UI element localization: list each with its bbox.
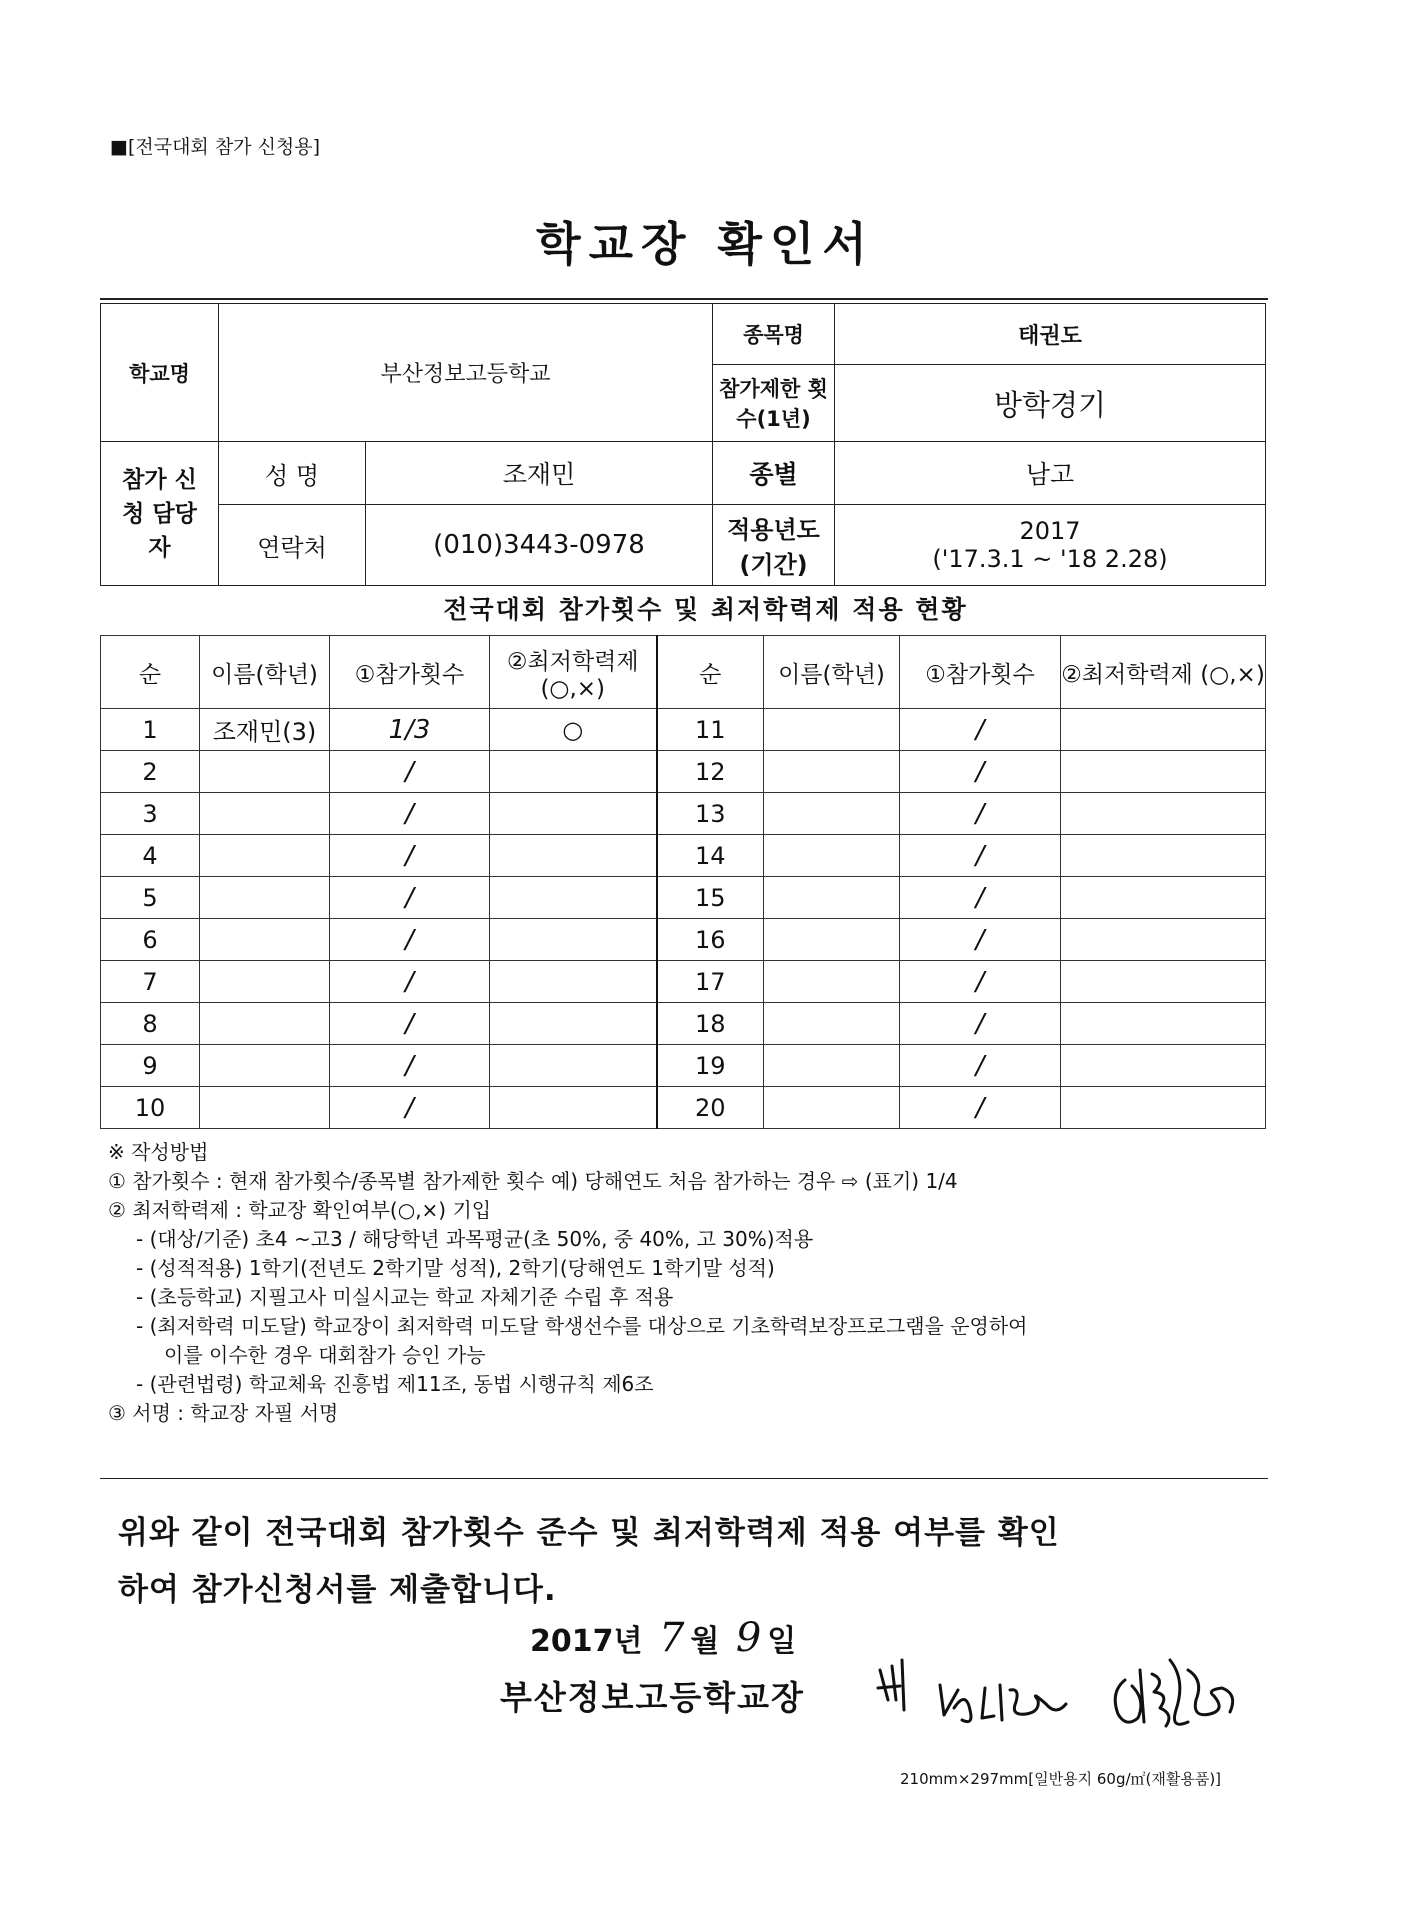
row-number: 5 [101, 877, 200, 919]
closing-line: 위와 같이 전국대회 참가횟수 준수 및 최저학력제 적용 여부를 확인 [118, 1515, 1060, 1551]
closing-statement [118, 1505, 1278, 1619]
row-count: / [330, 1087, 490, 1129]
participation-table [100, 635, 1266, 1129]
closing-rule [100, 1478, 1268, 1479]
col-header-name-right: 이름(학년) [764, 636, 900, 709]
date-day-unit: 일 [767, 1624, 797, 1659]
row-name [200, 961, 330, 1003]
row-count: / [330, 877, 490, 919]
row-number: 9 [101, 1045, 200, 1087]
row-min-right [1061, 1045, 1266, 1087]
row-min-right [1061, 877, 1266, 919]
school-name: 부산정보고등학교 [219, 304, 713, 442]
row-number: 10 [101, 1087, 200, 1129]
row-count-right: / [900, 793, 1061, 835]
instruction-item: - (성적적용) 1학기(전년도 2학기말 성적), 2학기(당해연도 1학기말 성적) [136, 1256, 775, 1280]
row-count-right: / [900, 961, 1061, 1003]
row-name [200, 835, 330, 877]
row-name [200, 919, 330, 961]
row-min-right [1061, 835, 1266, 877]
instruction-item: - (대상/기준) 초4 ~고3 / 해당학년 과목평균(초 50%, 중 40%, 고 30%)적용 [136, 1227, 814, 1251]
date-month-unit: 월 [690, 1624, 720, 1659]
row-name-right [764, 793, 900, 835]
instruction-item: - (관련법령) 학교체육 진흥법 제11조, 동법 시행규칙 제6조 [136, 1372, 654, 1396]
instruction-item: 이를 이수한 경우 대회참가 승인 가능 [164, 1343, 486, 1367]
row-number-right: 14 [657, 835, 764, 877]
row-number: 7 [101, 961, 200, 1003]
table-row [101, 961, 1266, 1003]
row-count-right: / [900, 1045, 1061, 1087]
row-count: / [330, 1045, 490, 1087]
col-header-name: 이름(학년) [200, 636, 330, 709]
contact-value: (010)3443-0978 [366, 505, 713, 586]
row-min-right [1061, 751, 1266, 793]
table-row [101, 751, 1266, 793]
top-rule [100, 298, 1268, 300]
row-min [490, 961, 657, 1003]
instruction-item: ② 최저학력제 : 학교장 확인여부(○,×) 기입 [108, 1198, 492, 1222]
event-value: 태권도 [835, 304, 1266, 365]
row-number-right: 13 [657, 793, 764, 835]
row-name-right [764, 919, 900, 961]
row-name [200, 877, 330, 919]
instruction-item: ③ 서명 : 학교장 자필 서명 [108, 1401, 339, 1425]
instructions-heading: ※ 작성방법 [108, 1140, 209, 1164]
row-number: 3 [101, 793, 200, 835]
row-name-right [764, 961, 900, 1003]
row-count-right: / [900, 835, 1061, 877]
date-day: 9 [735, 1615, 762, 1661]
row-name-right [764, 709, 900, 751]
col-header-count: ①참가횟수 [330, 636, 490, 709]
table-row [101, 1087, 1266, 1129]
category-value: 남고 [835, 442, 1266, 505]
applicant-label: 참가 신청 담당자 [101, 442, 219, 586]
period-value: ('17.3.1 ~ '18 2.28) [932, 545, 1168, 573]
row-count: / [330, 835, 490, 877]
row-name [200, 1045, 330, 1087]
row-number-right: 17 [657, 961, 764, 1003]
row-min [490, 877, 657, 919]
limit-value: 방학경기 [835, 365, 1266, 442]
row-number-right: 19 [657, 1045, 764, 1087]
instruction-item: - (초등학교) 지필고사 미실시교는 학교 자체기준 수립 후 적용 [136, 1285, 674, 1309]
form-type-tag: ■[전국대회 참가 신청용] [110, 136, 321, 158]
row-number-right: 12 [657, 751, 764, 793]
date-month: 7 [658, 1615, 685, 1661]
row-number: 4 [101, 835, 200, 877]
row-number: 6 [101, 919, 200, 961]
col-header-count-right: ①참가횟수 [900, 636, 1061, 709]
instruction-item: ① 참가횟수 : 현재 참가횟수/종목별 참가제한 횟수 예) 당해연도 처음 참가하는 경우 ⇨ (표기) 1/4 [108, 1169, 958, 1193]
row-count: / [330, 919, 490, 961]
row-number-right: 18 [657, 1003, 764, 1045]
row-min [490, 793, 657, 835]
instructions [108, 1138, 1268, 1428]
row-count-right: / [900, 709, 1061, 751]
col-header-min-right: ②최저학력제 (○,×) [1061, 636, 1266, 709]
row-number-right: 15 [657, 877, 764, 919]
row-min-right [1061, 961, 1266, 1003]
row-name-right [764, 835, 900, 877]
table-row [101, 1003, 1266, 1045]
row-min [490, 1003, 657, 1045]
row-name [200, 793, 330, 835]
row-name [200, 1003, 330, 1045]
row-name-right [764, 1003, 900, 1045]
principal-signature [870, 1630, 1270, 1760]
category-label: 종별 [713, 442, 835, 505]
row-count-right: / [900, 1087, 1061, 1129]
row-name: 조재민(3) [200, 709, 330, 751]
date-year: 2017년 [530, 1624, 643, 1659]
table-row [101, 793, 1266, 835]
row-min-right [1061, 919, 1266, 961]
row-count-right: / [900, 751, 1061, 793]
table-row [101, 1045, 1266, 1087]
row-min [490, 1087, 657, 1129]
row-count-right: / [900, 877, 1061, 919]
table-row [101, 835, 1266, 877]
row-count-right: / [900, 919, 1061, 961]
closing-line: 하여 참가신청서를 제출합니다. [118, 1572, 557, 1608]
name-value: 조재민 [366, 442, 713, 505]
info-table [100, 303, 1266, 586]
instruction-item: - (최저학력 미도달) 학교장이 최저학력 미도달 학생선수를 대상으로 기초학력보장프로그램을 운영하여 [136, 1314, 1028, 1338]
row-count: / [330, 961, 490, 1003]
document-title: 학교장 확인서 [536, 217, 875, 271]
row-count: 1/3 [330, 709, 490, 751]
row-count: / [330, 1003, 490, 1045]
paper-spec: 210mm×297mm[일반용지 60g/㎡(재활용품)] [900, 1770, 1222, 1788]
row-min: ○ [490, 709, 657, 751]
col-header-no: 순 [101, 636, 200, 709]
row-min-right [1061, 1003, 1266, 1045]
row-min-right [1061, 793, 1266, 835]
table-row [101, 709, 1266, 751]
signing-date [530, 1615, 796, 1661]
row-number: 1 [101, 709, 200, 751]
year-label: 적용년도 (기간) [713, 505, 835, 586]
row-min [490, 751, 657, 793]
row-name-right [764, 751, 900, 793]
row-name-right [764, 1045, 900, 1087]
year-value: 2017 [1019, 517, 1081, 545]
table-row [101, 877, 1266, 919]
row-min [490, 1045, 657, 1087]
row-count-right: / [900, 1003, 1061, 1045]
row-count: / [330, 793, 490, 835]
school-label: 학교명 [101, 304, 219, 442]
row-number-right: 16 [657, 919, 764, 961]
col-header-min: ②최저학력제 (○,×) [490, 636, 657, 709]
table-row [101, 919, 1266, 961]
row-count: / [330, 751, 490, 793]
row-name [200, 1087, 330, 1129]
row-number-right: 11 [657, 709, 764, 751]
contact-label: 연락처 [219, 505, 366, 586]
row-min-right [1061, 1087, 1266, 1129]
row-min [490, 835, 657, 877]
row-min [490, 919, 657, 961]
row-min-right [1061, 709, 1266, 751]
principal-title: 부산정보고등학교장 [500, 1678, 805, 1717]
row-number: 2 [101, 751, 200, 793]
col-header-no-right: 순 [657, 636, 764, 709]
name-label: 성 명 [219, 442, 366, 505]
event-label: 종목명 [713, 304, 835, 365]
row-number-right: 20 [657, 1087, 764, 1129]
row-name-right [764, 1087, 900, 1129]
row-name [200, 751, 330, 793]
row-name-right [764, 877, 900, 919]
status-title: 전국대회 참가횟수 및 최저학력제 적용 현황 [443, 595, 968, 624]
row-number: 8 [101, 1003, 200, 1045]
limit-label: 참가제한 횟수(1년) [713, 365, 835, 442]
